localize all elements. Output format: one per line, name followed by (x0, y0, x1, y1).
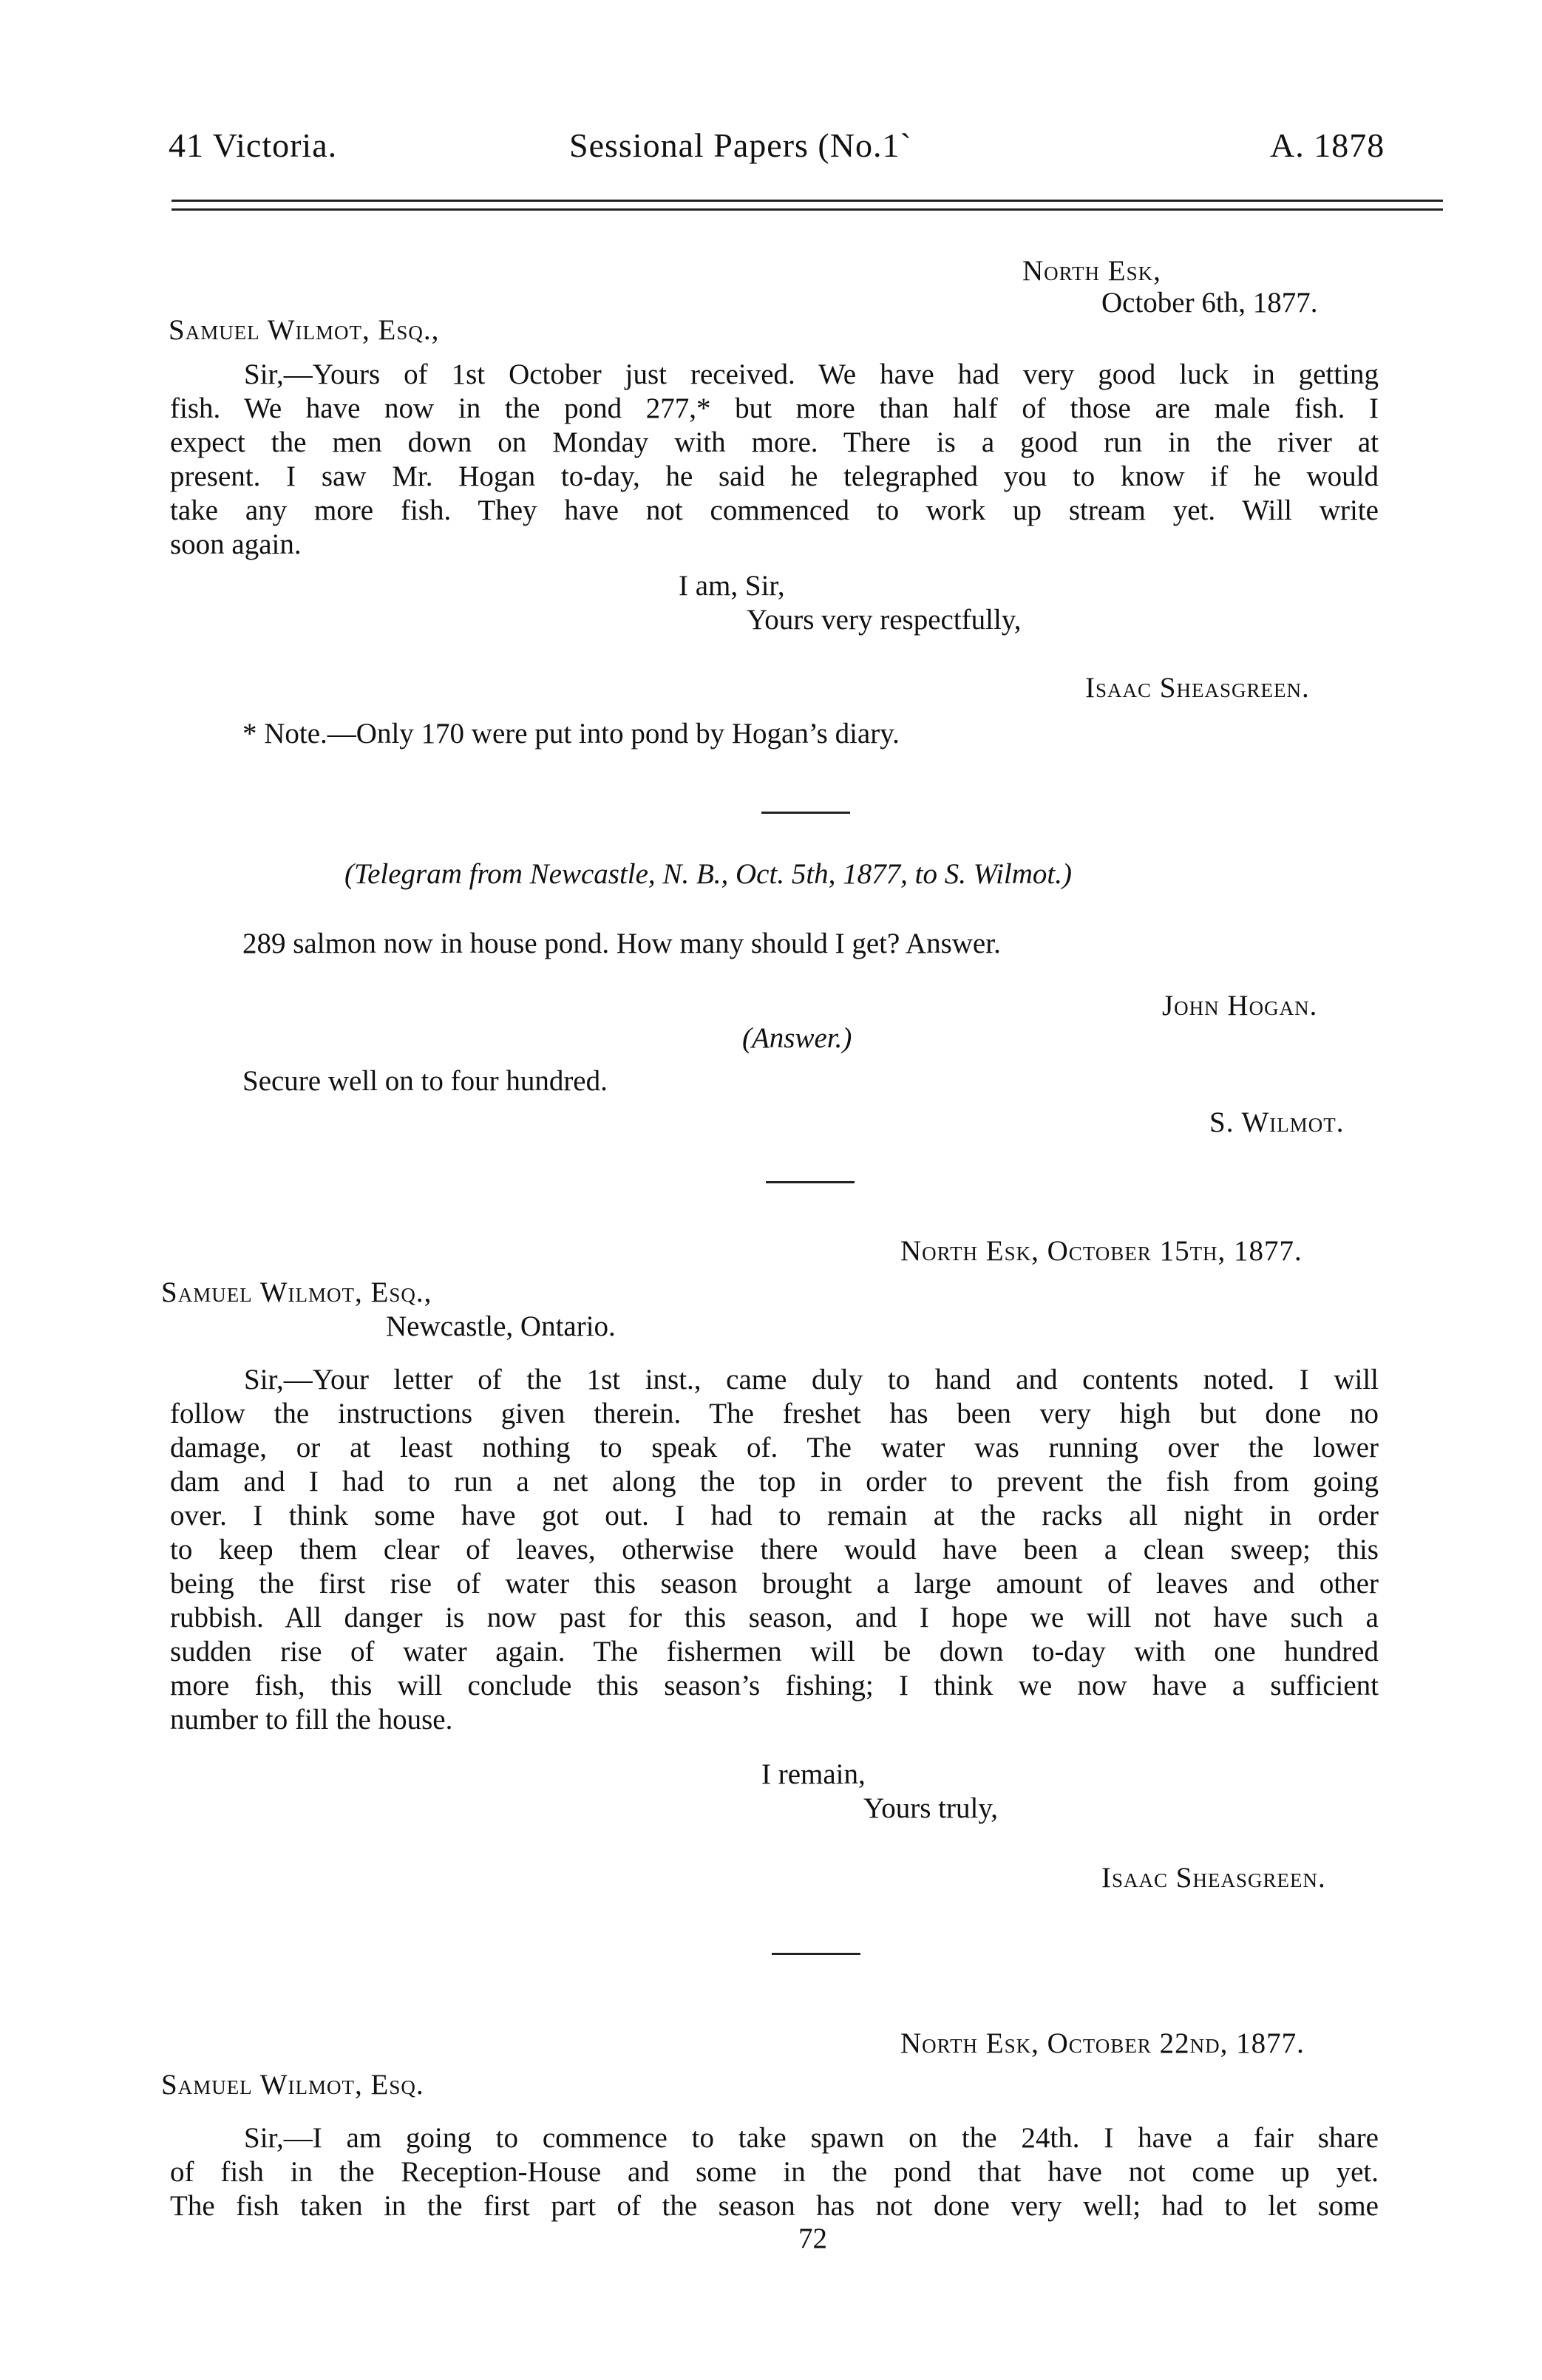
letter3-line: The fish taken in the first part of the season has not done very well; had to let some (170, 2190, 1379, 2222)
letter3-addressee: Samuel Wilmot, Esq. (161, 2069, 424, 2101)
letter2-closing1: I remain, (761, 1758, 866, 1790)
letter2-body (170, 1363, 1379, 1737)
letter1-body (170, 358, 1379, 562)
letter1-line: present. I saw Mr. Hogan to-day, he said he telegraphed you to know if he would (170, 460, 1379, 492)
letter1-line: fish. We have now in the pond 277,* but more than half of those are male fish. I (170, 392, 1379, 424)
letter1-place: North Esk, (1022, 255, 1161, 287)
letter2-line: over. I think some have got out. I had to remain at the racks all night in order (170, 1500, 1379, 1531)
letter2-place-date: North Esk, October 15th, 1877. (900, 1235, 1302, 1267)
section-divider (761, 812, 850, 814)
letter3-body (170, 2121, 1379, 2223)
letter1-line: expect the men down on Monday with more. There is a good run in the river at (170, 426, 1379, 458)
letter1-signature: Isaac Sheasgreen. (1085, 672, 1310, 704)
header-year: A. 1878 (1270, 126, 1385, 164)
letter2-addressee: Samuel Wilmot, Esq., (161, 1276, 432, 1308)
header-rule-bottom (171, 208, 1443, 211)
letter2-line: follow the instructions given therein. The freshet has been very high but done no (170, 1398, 1379, 1429)
letter1-line: take any more fish. They have not commenced to work up stream yet. Will write (170, 494, 1379, 526)
letter1-closing1: I am, Sir, (679, 570, 785, 602)
letter2-line: rubbish. All danger is now past for this season, and I hope we will not have such a (170, 1602, 1379, 1633)
letter2-addressee-place: Newcastle, Ontario. (386, 1310, 616, 1342)
header-volume: 41 Victoria. (169, 126, 338, 164)
header-rule-top (171, 200, 1443, 202)
letter2-line: damage, or at least nothing to speak of. The water was running over the lower (170, 1432, 1379, 1463)
header-title: Sessional Papers (No.1` (569, 126, 912, 164)
section-divider (772, 1953, 860, 1955)
page-number: 72 (798, 2223, 827, 2254)
letter2-line: sudden rise of water again. The fishermen will be down to-day with one hundred (170, 1636, 1379, 1667)
letter1-line: Sir,—Yours of 1st October just received. We have had very good luck in getting (244, 358, 1379, 390)
letter2-line: number to fill the house. (170, 1704, 453, 1735)
letter1-note: * Note.—Only 170 were put into pond by Hogan’s diary. (242, 718, 900, 749)
letter1-line: soon again. (170, 528, 302, 560)
letter2-line: more fish, this will conclude this season’s fishing; I think we now have a sufficient (170, 1670, 1379, 1701)
telegram-body: 289 salmon now in house pond. How many should I get? Answer. (242, 928, 1001, 959)
telegram-signature: John Hogan. (1162, 990, 1318, 1021)
letter3-line: Sir,—I am going to commence to take spawn on the 24th. I have a fair share (244, 2122, 1379, 2154)
letter2-line: Sir,—Your letter of the 1st inst., came duly to hand and contents noted. I will (244, 1364, 1379, 1395)
letter2-line: dam and I had to run a net along the top in order to prevent the fish from going (170, 1466, 1379, 1497)
letter2-closing2: Yours truly, (863, 1792, 999, 1824)
letter1-addressee: Samuel Wilmot, Esq., (169, 314, 440, 346)
letter2-line: to keep them clear of leaves, otherwise there would have been a clean sweep; this (170, 1534, 1379, 1565)
letter2-signature: Isaac Sheasgreen. (1101, 1862, 1326, 1894)
letter3-line: of fish in the Reception-House and some in the pond that have not come up yet. (170, 2156, 1379, 2188)
letter2-line: being the first rise of water this season brought a large amount of leaves and other (170, 1568, 1379, 1599)
letter3-place-date: North Esk, October 22nd, 1877. (900, 2027, 1305, 2059)
letter1-date: October 6th, 1877. (1101, 287, 1318, 319)
section-divider (766, 1181, 855, 1183)
telegram-answer-body: Secure well on to four hundred. (242, 1065, 608, 1097)
telegram-answer-label: (Answer.) (742, 1022, 852, 1054)
telegram-answer-signature: S. Wilmot. (1209, 1106, 1345, 1138)
telegram-heading: (Telegram from Newcastle, N. B., Oct. 5th, 1877, to S. Wilmot.) (344, 858, 1072, 890)
letter1-closing2: Yours very respectfully, (747, 604, 1022, 636)
